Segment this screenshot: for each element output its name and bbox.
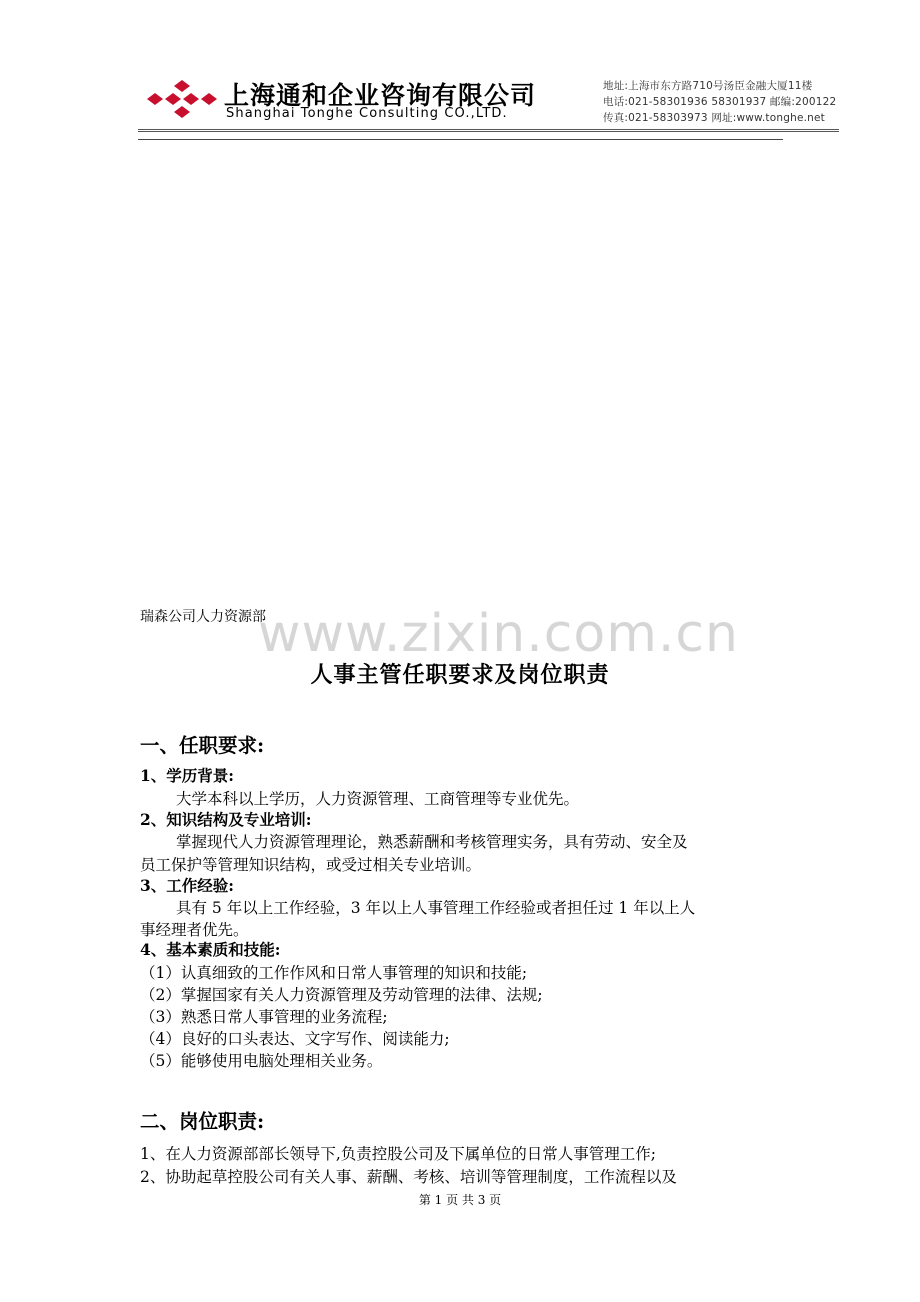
paragraph-line: 掌握现代人力资源管理理论，熟悉薪酬和考核管理实务，具有劳动、安全及 [176,833,688,851]
list-item: （3）熟悉日常人事管理的业务流程; [140,1008,388,1026]
watermark: www.zixin.com.cn [258,604,739,664]
letterhead-rule [138,129,839,132]
company-address: 地址:上海市东方路710号汤臣金融大厦11楼 [603,80,813,92]
department-label: 瑞森公司人力资源部 [140,609,266,625]
document-title: 人事主管任职要求及岗位职责 [310,662,610,688]
company-fax-web: 传真:021-58303973 网址:www.tonghe.net [603,112,825,124]
list-item: （2）掌握国家有关人力资源管理及劳动管理的法律、法规; [140,986,543,1004]
paragraph-line: 员工保护等管理知识结构，或受过相关专业培训。 [140,856,482,874]
letterhead-rule-thin [138,139,783,140]
company-phone: 电话:021-58301936 58301937 邮编:200122 [603,96,837,108]
section-heading-requirements: 一、任职要求: [140,734,265,757]
paragraph-line: 具有 5 年以上工作经验，3 年以上人事管理工作经验或者担任过 1 年以上人 [176,899,696,917]
subheading-experience: 3、工作经验: [140,876,235,895]
company-logo [143,76,221,122]
paragraph-line: 大学本科以上学历，人力资源管理、工商管理等专业优先。 [176,790,580,808]
list-item: （4）良好的口头表达、文字写作、阅读能力; [140,1030,450,1048]
section-heading-duties: 二、岗位职责: [140,1110,265,1133]
duty-item: 2、协助起草控股公司有关人事、薪酬、考核、培训等管理制度，工作流程以及 [140,1168,677,1186]
list-item: （5）能够使用电脑处理相关业务。 [140,1052,383,1070]
subheading-skills: 4、基本素质和技能: [140,940,281,959]
page-footer: 第 1 页 共 3 页 [418,1193,502,1207]
list-item: （1）认真细致的工作作风和日常人事管理的知识和技能; [140,964,528,982]
company-name-en: Shanghai Tonghe Consulting CO.,LTD. [226,106,508,121]
subheading-knowledge: 2、知识结构及专业培训: [140,810,312,829]
subheading-education: 1、学历背景: [140,766,235,785]
paragraph-line: 事经理者优先。 [140,921,249,939]
company-name-cn: 上海通和企业咨询有限公司 [224,81,537,110]
duty-item: 1、在人力资源部部长领导下,负责控股公司及下属单位的日常人事管理工作; [140,1145,657,1163]
